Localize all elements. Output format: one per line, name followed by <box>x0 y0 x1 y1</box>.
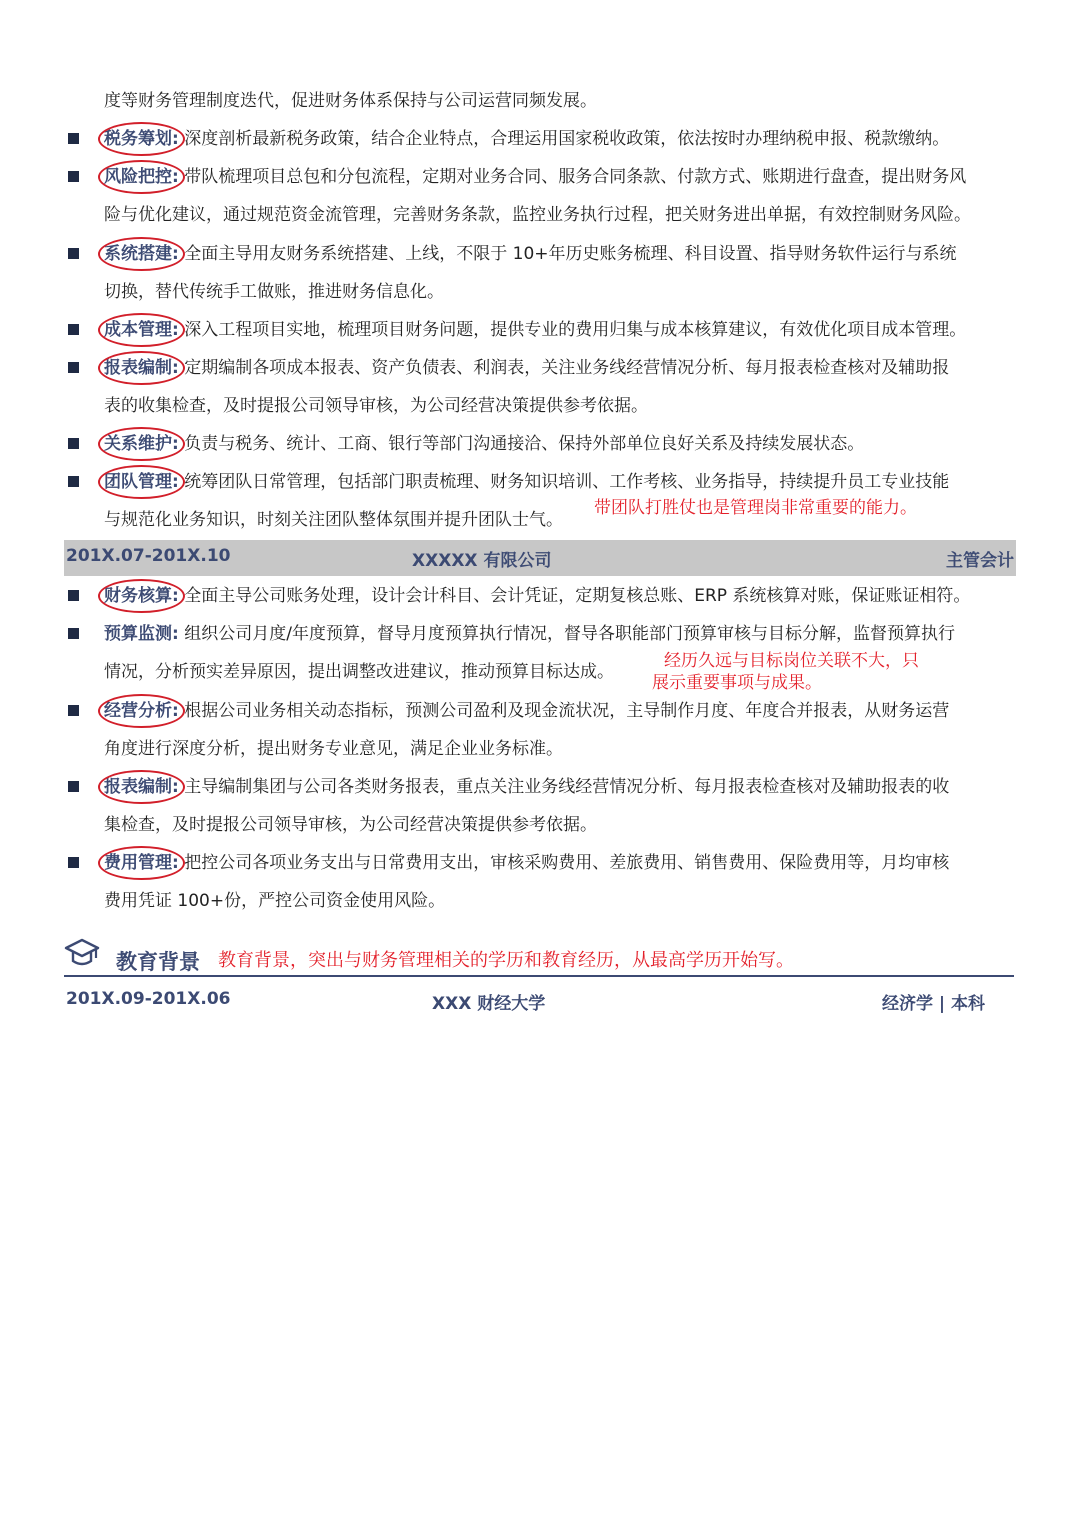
list-item <box>104 470 949 494</box>
graduation-cap-icon <box>64 937 100 969</box>
section-heading-education: 教育背景 <box>116 950 200 974</box>
keyword-report-compilation-2: 报表编制: <box>104 777 179 797</box>
education-period: 201X.09-201X.06 <box>66 989 231 1009</box>
education-school: XXX 财经大学 <box>432 994 546 1014</box>
bullet-icon <box>68 628 79 639</box>
list-item <box>104 127 949 151</box>
bullet-icon <box>68 476 79 487</box>
list-item <box>104 699 949 723</box>
item-text-continued: 与规范化业务知识，时刻关注团队整体氛围并提升团队士气。 <box>104 510 563 530</box>
keyword-system-build: 系统搭建: <box>104 244 179 264</box>
annotation-note: 带团队打胜仗也是管理岗非常重要的能力。 <box>594 498 917 518</box>
list-item <box>104 165 966 189</box>
item-text: 深度剖析最新税务政策，结合企业特点，合理运用国家税收政策，依法按时办理纳税申报、税款缴纳。 <box>184 129 950 149</box>
education-major-degree: 经济学 | 本科 <box>882 994 986 1014</box>
keyword-accounting: 财务核算: <box>104 586 179 606</box>
list-item <box>104 432 864 456</box>
item-text: 组织公司月度/年度预算，督导月度预算执行情况，督导各职能部门预算审核与目标分解，监督预算执行 <box>184 624 955 644</box>
list-item <box>104 851 949 875</box>
item-text: 根据公司业务相关动态指标，预测公司盈利及现金流状况，主导制作月度、年度合并报表，从财务运营 <box>184 701 950 721</box>
item-text-continued: 切换，替代传统手工做账，推进财务信息化。 <box>104 282 444 302</box>
item-text: 带队梳理项目总包和分包流程，定期对业务合同、服务合同条款、付款方式、账期进行盘查，提出财务风 <box>184 167 967 187</box>
item-text-continued: 险与优化建议，通过规范资金流管理，完善财务条款，监控业务执行过程，把关财务进出单据，有效控制财务风险。 <box>104 205 971 225</box>
list-item <box>104 318 966 342</box>
item-text-continued: 集检查，及时提报公司领导审核，为公司经营决策提供参考依据。 <box>104 815 597 835</box>
annotation-note-line2: 展示重要事项与成果。 <box>652 673 822 693</box>
keyword-tax-planning: 税务筹划: <box>104 129 179 149</box>
bullet-icon <box>68 438 79 449</box>
item-text-continued: 表的收集检查，及时提报公司领导审核，为公司经营决策提供参考依据。 <box>104 396 648 416</box>
keyword-cost-management: 成本管理: <box>104 320 179 340</box>
keyword-business-analysis: 经营分析: <box>104 701 179 721</box>
keyword-budget: 预算监测: <box>104 624 179 644</box>
job-title: 主管会计 <box>946 551 1014 571</box>
continuation-text: 度等财务管理制度迭代，促进财务体系保持与公司运营同频发展。 <box>104 91 597 111</box>
keyword-team-management: 团队管理: <box>104 472 179 492</box>
keyword-expense-management: 费用管理: <box>104 853 179 873</box>
item-text-continued: 情况，分析预实差异原因，提出调整改进建议，推动预算目标达成。 <box>104 662 614 682</box>
bullet-icon <box>68 590 79 601</box>
keyword-risk-control: 风险把控: <box>104 167 179 187</box>
job-period: 201X.07-201X.10 <box>66 546 231 566</box>
keyword-relationship: 关系维护: <box>104 434 179 454</box>
list-item <box>104 242 957 266</box>
bullet-icon <box>68 857 79 868</box>
item-text: 深入工程项目实地，梳理项目财务问题，提供专业的费用归集与成本核算建议，有效优化项目成本管理。 <box>184 320 967 340</box>
annotation-note-education: 教育背景，突出与财务管理相关的学历和教育经历，从最高学历开始写。 <box>218 950 794 971</box>
list-item <box>104 775 949 799</box>
list-item <box>104 584 970 608</box>
item-text: 负责与税务、统计、工商、银行等部门沟通接洽、保持外部单位良好关系及持续发展状态。 <box>184 434 865 454</box>
item-text: 统筹团队日常管理，包括部门职责梳理、财务知识培训、工作考核、业务指导，持续提升员工专业技能 <box>184 472 950 492</box>
item-text: 全面主导用友财务系统搭建、上线，不限于 10+年历史账务梳理、科目设置、指导财务软件运行与系统 <box>184 244 957 264</box>
bullet-icon <box>68 362 79 373</box>
item-text-continued: 角度进行深度分析，提出财务专业意见，满足企业业务标准。 <box>104 739 563 759</box>
bullet-icon <box>68 171 79 182</box>
item-text: 把控公司各项业务支出与日常费用支出，审核采购费用、差旅费用、销售费用、保险费用等，月均审核 <box>184 853 950 873</box>
job-header-bar <box>64 540 1016 576</box>
list-item <box>104 622 955 646</box>
item-text: 定期编制各项成本报表、资产负债表、利润表，关注业务线经营情况分析、每月报表检查核对及辅助报 <box>184 358 950 378</box>
section-divider <box>64 975 1014 977</box>
bullet-icon <box>68 324 79 335</box>
bullet-icon <box>68 248 79 259</box>
keyword-report-compilation: 报表编制: <box>104 358 179 378</box>
list-item <box>104 356 949 380</box>
job-company: XXXXX 有限公司 <box>412 551 552 571</box>
bullet-icon <box>68 133 79 144</box>
annotation-note-line1: 经历久远与目标岗位关联不大，只 <box>664 651 919 671</box>
item-text: 全面主导公司账务处理，设计会计科目、会计凭证，定期复核总账、ERP 系统核算对账，保证账证相符。 <box>184 586 971 606</box>
bullet-icon <box>68 781 79 792</box>
item-text: 主导编制集团与公司各类财务报表，重点关注业务线经营情况分析、每月报表检查核对及辅助报表的收 <box>184 777 950 797</box>
bullet-icon <box>68 705 79 716</box>
item-text-continued: 费用凭证 100+份，严控公司资金使用风险。 <box>104 891 446 911</box>
